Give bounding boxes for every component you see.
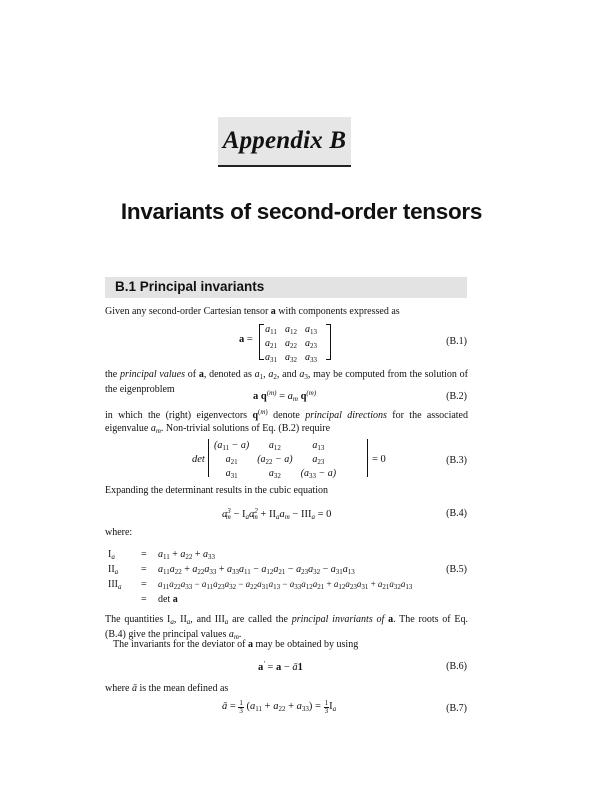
paragraph-intro: Given any second-order Cartesian tensor a with components expressed as (105, 306, 400, 317)
equation-number-b7: (B.7) (446, 703, 467, 714)
appendix-label: Appendix B (222, 127, 347, 154)
matrix-b1: $a_{11}$ $a_{12}$ $a_{13}$ $a_{21}$ $a_{22}$ $a_{23}$ $a_{31}$ $a_{32}$ $a_{33}$ (259, 324, 331, 360)
paragraph-where: where: (105, 527, 133, 538)
equation-b6: a′ = a − ā1 (258, 660, 303, 673)
determinant-b3: $(a_{11} - a)$ $a_{12}$ $a_{13}$ $a_{21}$ $(a_{22} - a)$ $a_{23}$ $a_{31}$ $a_{32}$ $(a_{33} - a)$ (208, 439, 368, 479)
paragraph-deviator: The invariants for the deviator of a may be obtained by using (113, 639, 359, 650)
equation-b4: $a^3_m - I_aa^2_m + II_aa_m - III_a = 0$ (222, 507, 332, 521)
equation-b2: a $q^{(m)} = a_m$ $q^{(m)}$ (253, 389, 317, 403)
paragraph-mean: where ā is the mean defined as (105, 683, 229, 694)
section-heading: B.1 Principal invariants (115, 279, 265, 294)
equation-b7: ā = $\frac{1}{3}$ $(a_{11} + a_{22} + a_{33})$ = $\frac{1}{3}$ $I_a$ (222, 699, 337, 715)
equation-b1: a = (239, 334, 253, 345)
equation-number-b6: (B.6) (446, 661, 467, 672)
equation-b3-det: det (192, 454, 205, 465)
paragraph-eigenvectors: in which the (right) eigenvectors $q^{(m)}$ denote principal directions for the associated eigenvalue $a_m$. Non-trivial solutions of Eq. (B.2) require (105, 408, 469, 435)
section-heading-bar (105, 277, 467, 298)
paragraph-cubic: Expanding the determinant results in the cubic equation (105, 485, 328, 496)
equation-number-b2: (B.2) (446, 391, 467, 402)
chapter-title: Invariants of second-order tensors (120, 199, 483, 224)
equation-number-b3: (B.3) (446, 455, 467, 466)
equation-b3-rhs: = 0 (372, 454, 386, 465)
equation-number-b1: (B.1) (446, 336, 467, 347)
appendix-label-box (218, 117, 351, 167)
paragraph-invariants: The quantities $I_a$, $II_a$, and $III_a$ are called the principal invariants of a. The roots of Eq. (B.4) give the principal values $a_m$. (105, 614, 468, 641)
paragraph-principal-values: the principal values of a, denoted as $a_1$, $a_2$, and $a_3$, may be computed from the solution of the eigenproblem (105, 369, 468, 395)
equation-number-b5: (B.5) (446, 564, 467, 575)
equation-number-b4: (B.4) (446, 508, 467, 519)
